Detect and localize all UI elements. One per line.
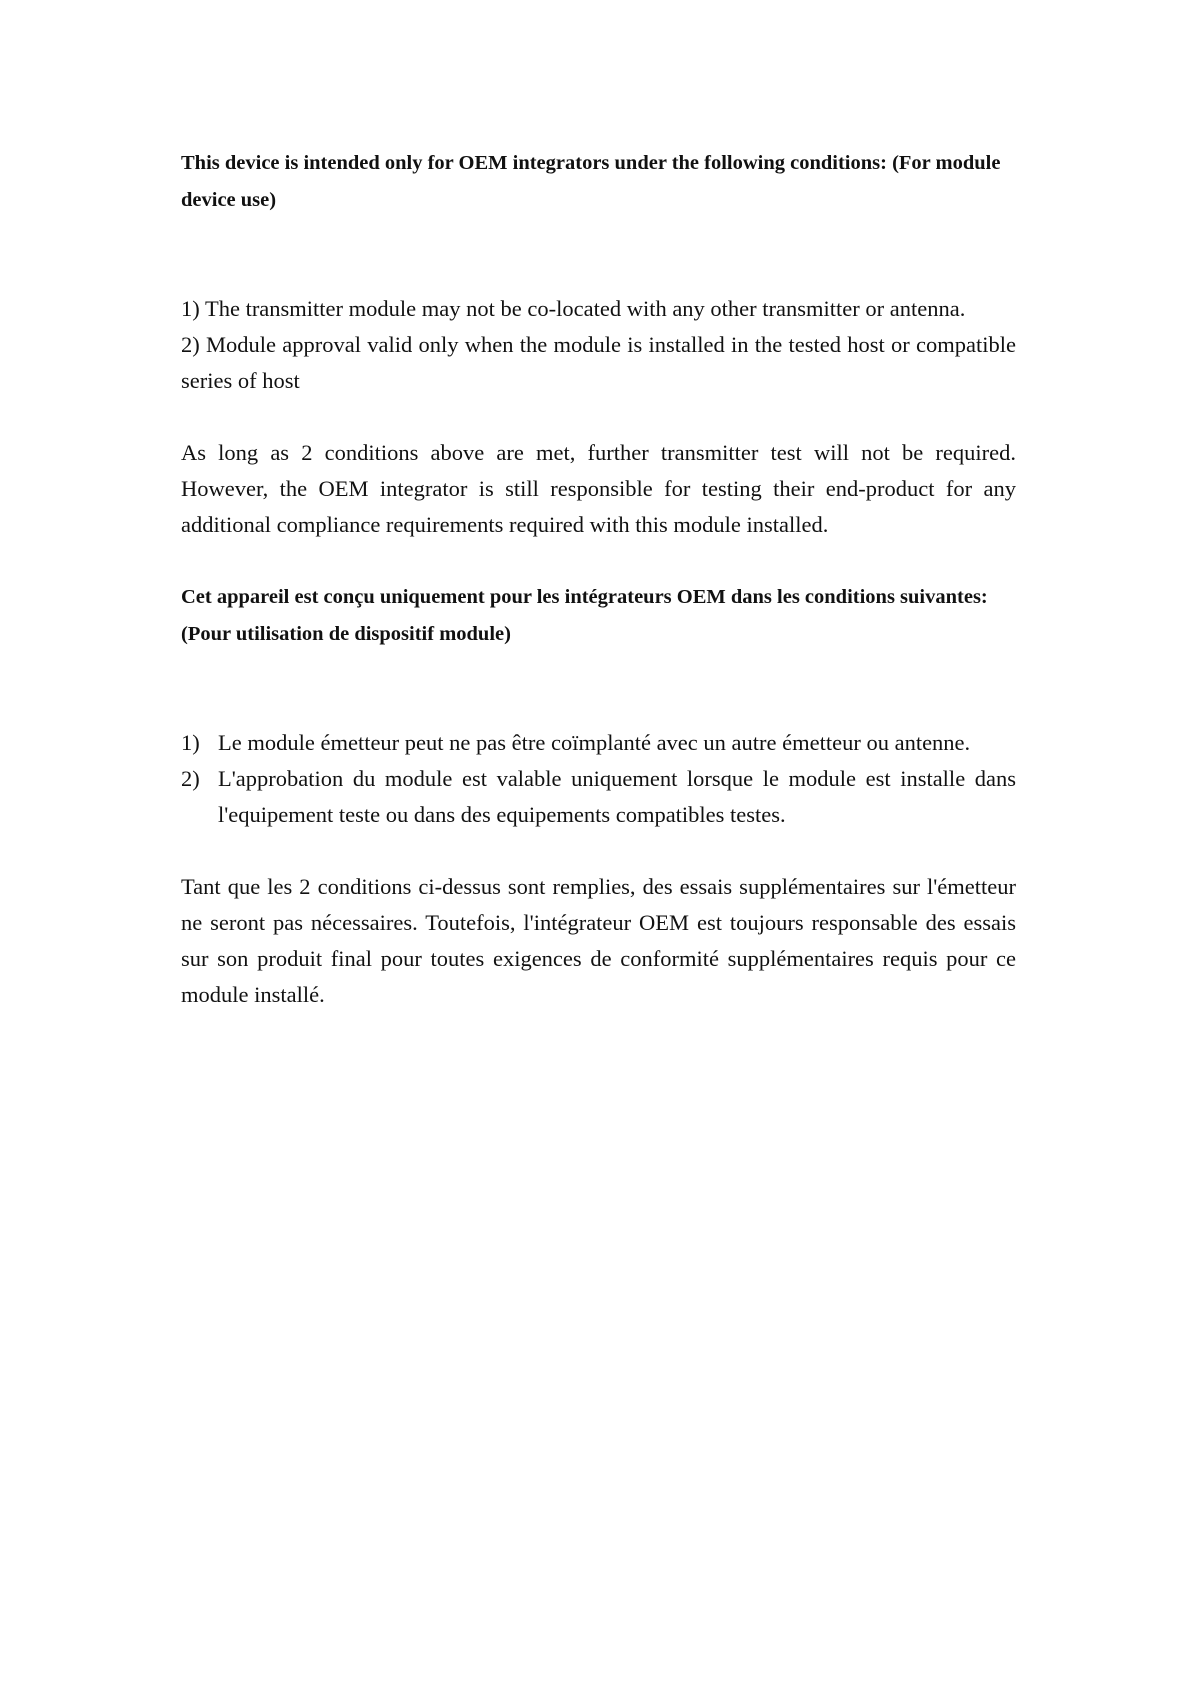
- french-paragraph: Tant que les 2 conditions ci-dessus sont remplies, des essais supplémentaires sur l'émetteur ne seront pas nécessaires. Toutefois, l'intégrateur OEM est toujours responsable des essais sur son produit final pour toutes exigences de conformité supplémentaires requis pour ce module installé.: [181, 874, 1016, 1007]
- english-paragraph: As long as 2 conditions above are met, further transmitter test will not be required. However, the OEM integrator is still responsible for testing their end-product for any additional compliance requirements required with this module installed.: [181, 440, 1016, 537]
- spacer: [181, 219, 1016, 291]
- spacer: [181, 833, 1016, 869]
- french-condition-1: [181, 725, 1016, 761]
- french-heading: Cet appareil est conçu uniquement pour les intégrateurs OEM dans les conditions suivantes: (Pour utilisation de dispositif module): [181, 586, 988, 645]
- spacer: [181, 653, 1016, 725]
- french-condition-1-number: 1): [181, 730, 200, 755]
- french-conditions-list: [181, 725, 1016, 833]
- spacer: [181, 399, 1016, 435]
- spacer: [181, 543, 1016, 579]
- french-condition-2-number: 2): [181, 766, 200, 791]
- english-conditions-list: [181, 291, 1016, 399]
- english-condition-2: 2) Module approval valid only when the module is installed in the tested host or compatible series of host: [181, 332, 1016, 393]
- document-content: [181, 145, 1016, 1013]
- french-condition-2-text: L'approbation du module est valable uniquement lorsque le module est installe dans l'equipement teste ou dans des equipements compatibles testes.: [218, 766, 1016, 827]
- french-condition-1-text: Le module émetteur peut ne pas être coïmplanté avec un autre émetteur ou antenne.: [218, 730, 971, 755]
- english-heading: This device is intended only for OEM integrators under the following conditions: (For module device use): [181, 152, 1001, 211]
- french-condition-2: [181, 761, 1016, 833]
- english-condition-1: 1) The transmitter module may not be co-located with any other transmitter or antenna.: [181, 296, 966, 321]
